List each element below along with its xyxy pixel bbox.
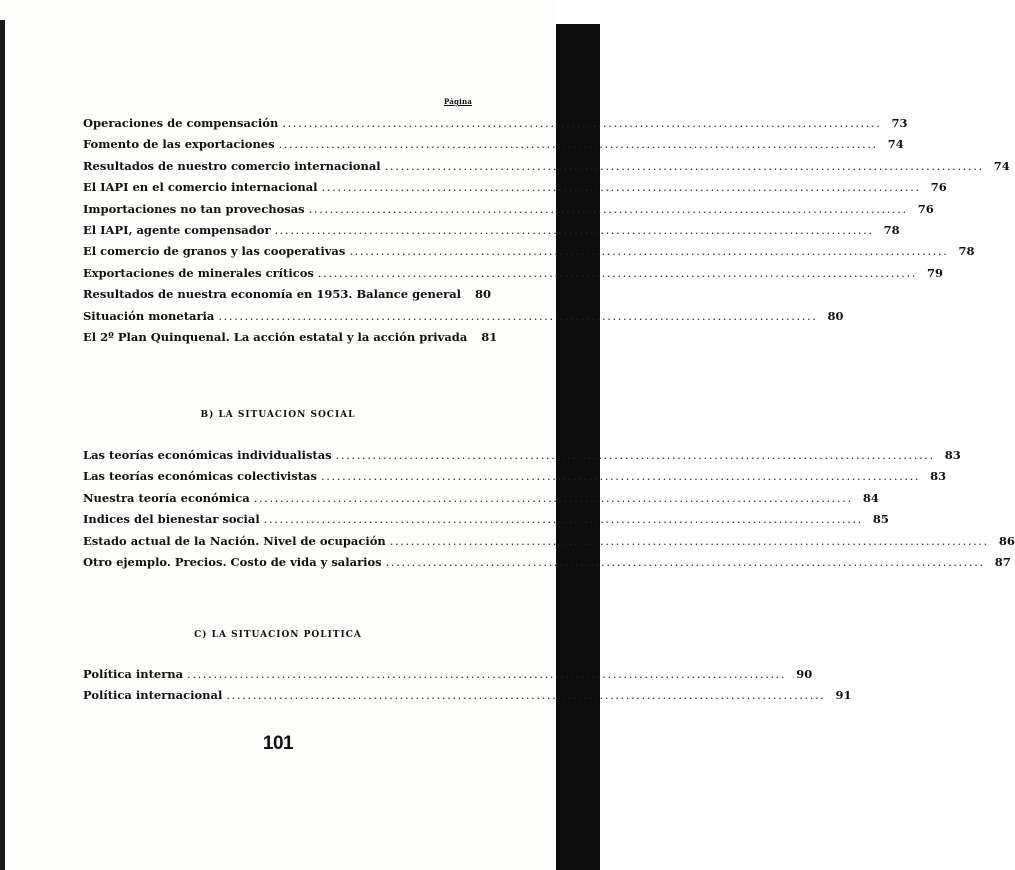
toc-entry bbox=[83, 308, 844, 330]
toc-entry-title: Fomento de las exportaciones bbox=[83, 137, 275, 152]
dot-leader bbox=[226, 688, 825, 702]
toc-entry-page: 78 bbox=[958, 244, 975, 259]
scan-right-border-top bbox=[556, 0, 600, 24]
toc-entry-page: 84 bbox=[862, 490, 879, 505]
toc-entry-title: El 2º Plan Quinquenal. La acción estatal y la acción privada bbox=[83, 329, 468, 344]
section-c-heading: C) LA SITUACION POLITICA bbox=[194, 630, 362, 640]
dot-leader bbox=[309, 202, 908, 216]
toc-entry bbox=[83, 158, 1010, 180]
toc-entry bbox=[83, 469, 947, 490]
toc-entry-title: Estado actual de la Nación. Nivel de ocupación bbox=[83, 533, 386, 548]
dot-leader bbox=[254, 491, 853, 505]
toc-entry bbox=[83, 329, 498, 351]
toc-entry bbox=[83, 490, 879, 512]
toc-entry bbox=[83, 667, 813, 688]
toc-entry-page: 79 bbox=[926, 265, 943, 280]
toc-entry-page: 78 bbox=[883, 222, 900, 237]
dot-leader bbox=[386, 555, 985, 569]
toc-entry-title: Operaciones de compensación bbox=[83, 116, 279, 130]
dot-leader bbox=[318, 266, 917, 280]
dot-leader bbox=[322, 180, 921, 194]
toc-entry bbox=[83, 512, 889, 533]
dot-leader bbox=[275, 223, 874, 237]
toc-entry bbox=[83, 244, 975, 265]
toc-entry bbox=[83, 201, 934, 223]
toc-entry-title: Importaciones no tan provechosas bbox=[83, 201, 305, 216]
toc-entry-page: 83 bbox=[944, 448, 961, 462]
dot-leader bbox=[187, 667, 786, 681]
dot-leader bbox=[321, 469, 920, 483]
toc-entry bbox=[83, 116, 908, 137]
toc-section-a bbox=[83, 116, 1010, 351]
toc-section-b bbox=[83, 448, 1015, 576]
dot-leader bbox=[336, 448, 935, 462]
dot-leader bbox=[264, 512, 863, 526]
page-number: 101 bbox=[262, 733, 294, 754]
toc-entry-title: El IAPI en el comercio internacional bbox=[83, 180, 318, 195]
toc-entry-title: Las teorías económicas individualistas bbox=[83, 448, 332, 462]
toc-entry-page: 74 bbox=[993, 158, 1010, 173]
scan-right-border bbox=[556, 0, 600, 870]
toc-entry-title: Situación monetaria bbox=[83, 308, 215, 323]
toc-entry-page: 86 bbox=[998, 533, 1015, 548]
toc-entry-title: Política internacional bbox=[83, 688, 223, 703]
toc-entry-page: 81 bbox=[481, 329, 498, 344]
dot-leader bbox=[282, 116, 881, 130]
toc-entry-page: 76 bbox=[930, 180, 947, 195]
section-b-heading: B) LA SITUACION SOCIAL bbox=[200, 410, 356, 420]
page-column-label: Página bbox=[444, 97, 472, 106]
toc-entry-title: El comercio de granos y las cooperativas bbox=[83, 244, 346, 259]
toc-entry bbox=[83, 222, 900, 244]
dot-leader bbox=[218, 309, 817, 323]
toc-entry bbox=[83, 287, 492, 308]
toc-entry bbox=[83, 554, 1011, 576]
toc-entry-title: Exportaciones de minerales críticos bbox=[83, 265, 314, 280]
toc-entry bbox=[83, 180, 947, 201]
dot-leader bbox=[279, 137, 878, 151]
toc-entry bbox=[83, 448, 961, 469]
dot-leader bbox=[349, 244, 948, 258]
toc-entry-title: Política interna bbox=[83, 667, 184, 681]
toc-entry-title: Otro ejemplo. Precios. Costo de vida y salarios bbox=[83, 554, 382, 569]
toc-entry bbox=[83, 533, 1015, 555]
dot-leader bbox=[390, 534, 989, 548]
toc-entry-page: 91 bbox=[835, 688, 852, 703]
toc-section-c bbox=[83, 667, 852, 710]
toc-entry bbox=[83, 265, 943, 287]
toc-entry-title: Las teorías económicas colectivistas bbox=[83, 469, 317, 484]
toc-entry-page: 85 bbox=[872, 512, 889, 527]
toc-entry-page: 87 bbox=[994, 554, 1011, 569]
toc-entry-page: 80 bbox=[475, 287, 492, 302]
toc-entry-page: 74 bbox=[887, 137, 904, 152]
toc-entry bbox=[83, 688, 852, 709]
toc-entry-title: Resultados de nuestra economía en 1953. Balance general bbox=[83, 287, 462, 302]
toc-entry-title: Resultados de nuestro comercio internacional bbox=[83, 158, 381, 173]
toc-entry bbox=[83, 137, 904, 158]
toc-entry-page: 83 bbox=[930, 469, 947, 484]
toc-entry-title: Indices del bienestar social bbox=[83, 512, 260, 527]
toc-entry-title: El IAPI, agente compensador bbox=[83, 222, 271, 237]
toc-entry-page: 80 bbox=[827, 308, 844, 323]
dot-leader bbox=[385, 159, 984, 173]
toc-entry-page: 90 bbox=[796, 667, 813, 681]
toc-entry-title: Nuestra teoría económica bbox=[83, 490, 250, 505]
toc-entry-page: 73 bbox=[891, 116, 908, 130]
toc-entry-page: 76 bbox=[917, 201, 934, 216]
